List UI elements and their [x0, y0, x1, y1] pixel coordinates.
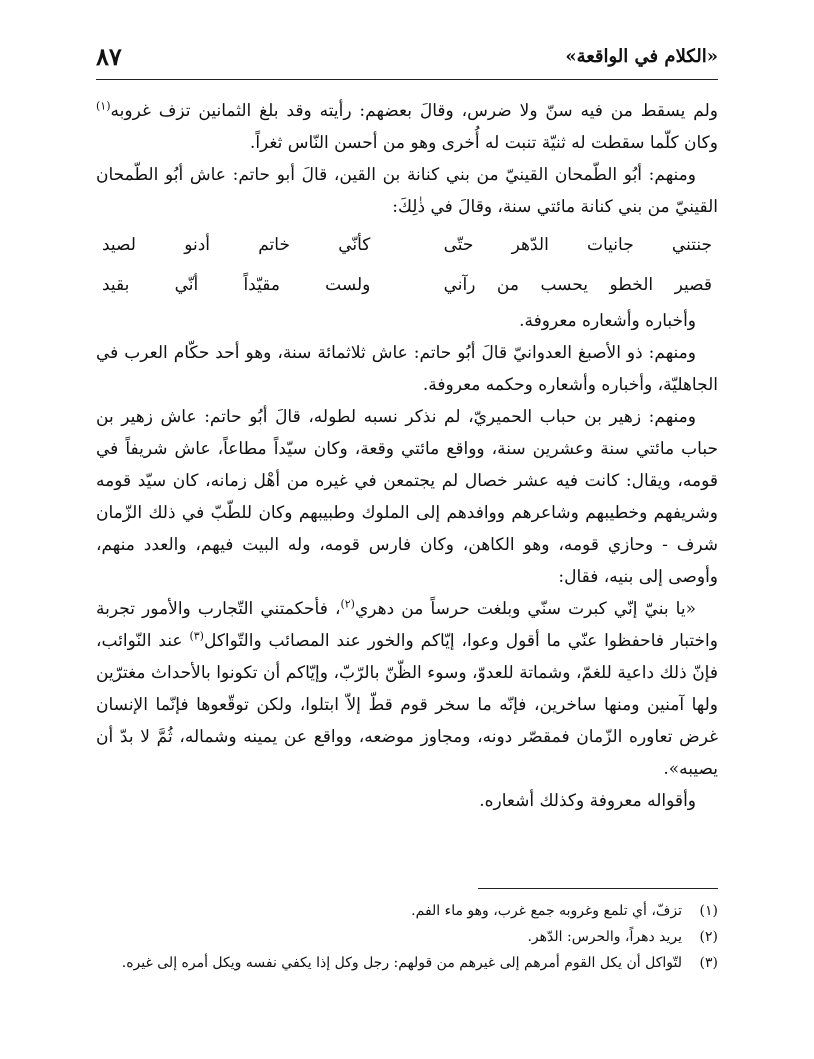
footnotes [96, 898, 718, 976]
footnote-ref: (٢) [340, 597, 355, 611]
footnote-number: (١) [699, 903, 718, 919]
paragraph: وأقواله معروفة وكذلك أشعاره. [479, 791, 696, 811]
verse-second-hemistich: ولست مقيّداً أنّي بقيد [102, 275, 371, 295]
paragraph: وأخباره وأشعاره معروفة. [519, 311, 696, 331]
poem [96, 225, 718, 305]
running-title: «الكلام في الواقعة» [565, 46, 718, 67]
paragraph: ولم يسقط من فيه سنّ ولا ضرس، وقالَ بعضهم: رأيته وقد بلغ الثمانين تزف غروبه$^{(١)}$ وكان كلّما سقطت له ثنيّة تنبت له أُخرى وهو من أحسن النّاس ثغراً. [96, 99, 718, 153]
footnote-ref: (٣) [189, 629, 204, 643]
verse-first-hemistich: جنتني جانيات الدّهر حتّى [443, 235, 712, 255]
footnote-ref: (١) [96, 99, 111, 113]
page-header [96, 40, 718, 80]
footnote-text: يريد دهراً، والحرس: الدّهر. [527, 929, 682, 945]
footnote-separator [478, 888, 718, 889]
footnote [96, 898, 718, 924]
paragraph: ومنهم: أبُو الطّمحان القينيّ من بني كنانة بن القين، قالَ أبو حاتم: عاش أبُو الطّمحان القينيّ من بني كنانة مائتي سنة، وقالَ في ذٰلِكَ: [96, 165, 718, 217]
verse-line [96, 225, 718, 265]
verse-second-hemistich: كأنّي خاتم أدنو لصيد [102, 235, 371, 255]
verse-first-hemistich: قصير الخطو يحسب من رآني [443, 275, 712, 295]
paragraph: «يا بنيّ إنّي كبرت سنّي وبلغت حرساً من دهري$^{(٢)}$، فأحكمتني التّجارب والأمور تجربة واختبار فاحفظوا عنّي ما أقول وعوا، إيّاكم والخور عند المصائب والتّواكل$^{(٣)}$ عند النّوائب، فإنّ ذلك داعية للغمّ، وشماتة للعدوّ، وسوء الظّنّ بالرّبّ، وإيّاكم أن تكونوا بالأحداث مغترّين ولها آمنين ومنها ساخرين، فإنّه ما سخر قوم قطّ إلاّ ابتلوا، ولكن توقّعوها فإنّما الإنسان غرض تعاوره الزّمان فمقصّر دونه، ومجاوز موضعه، وواقع عن يمينه وشماله، ثُمَّ لا بدّ أن يصيبه». [96, 597, 718, 779]
footnote [96, 924, 718, 950]
page-number: ٨٧ [96, 42, 122, 71]
footnote-text: لتّواكل أن يكل القوم أمرهم إلى غيرهم من قولهم: رجل وكل إذا يكفي نفسه ويكل أمره إلى غيره. [121, 955, 682, 971]
verse-line [96, 265, 718, 305]
paragraph: ومنهم: ذو الأصبغ العدوانيّ قالَ أبُو حاتم: عاش ثلاثمائة سنة، وهو أحد حكّام العرب في الجاهليّة، وأخباره وأشعاره وحكمه معروفة. [96, 343, 718, 395]
footnote-number: (٣) [699, 955, 718, 971]
footnote-text: تزفّ، أي تلمع وغروبه جمع غرب، وهو ماء الفم. [411, 903, 682, 919]
footnote [96, 950, 718, 976]
footnote-number: (٢) [699, 929, 718, 945]
paragraph: ومنهم: زهير بن حباب الحميريّ، لم نذكر نسبه لطوله، قالَ أبُو حاتم: عاش زهير بن حباب مائتي سنة وعشرين سنة، وواقع مائتي وقعة، وكان سيّداً مطاعاً، عاش شريفاً في قومه، ويقال: كانت فيه عشر خصال لم يجتمعن في غيره من أهْل زمانه، كان سيّد قومه وشريفهم وخطيبهم وشاعرهم ووافدهم إلى الملوك وطبيبهم وكان للطّبّ في ذلك الزّمان شرف - وحازي قومه، وهو الكاهن، وكان فارس قومه، وله البيت فيهم، والعدد منهم، وأوصى إلى بنيه، فقال: [96, 407, 718, 587]
header-rule [96, 79, 718, 80]
main-text [96, 95, 718, 817]
